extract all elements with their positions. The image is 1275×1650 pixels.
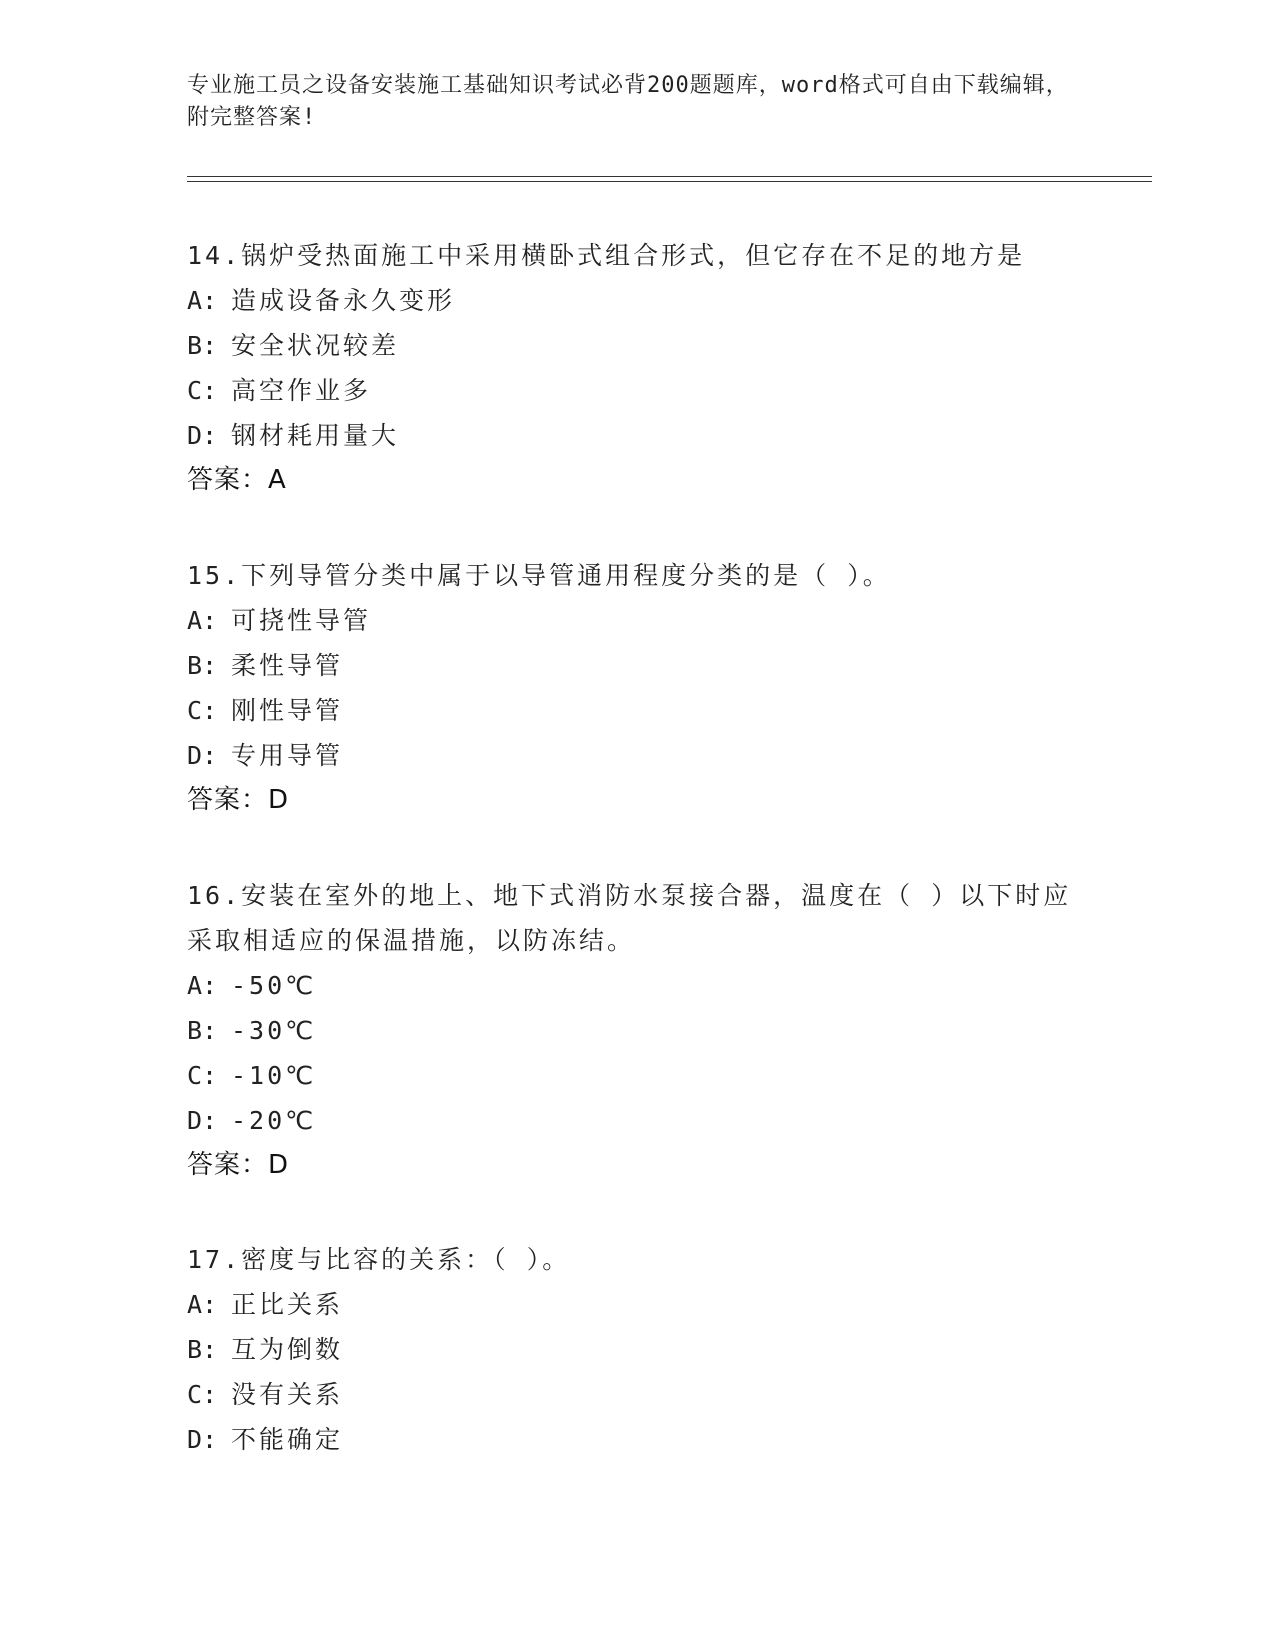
- option-text: -50℃: [231, 971, 317, 1000]
- option-key: B:: [187, 651, 218, 680]
- option-d: [187, 1098, 1087, 1143]
- option-b: [187, 1008, 1087, 1053]
- question-stem: 16.安装在室外的地上、地下式消防水泵接合器，温度在（ ）以下时应采取相适应的保温措施，以防冻结。: [187, 881, 1072, 955]
- option-key: A:: [187, 971, 218, 1000]
- answer-line: 答案：A: [187, 465, 287, 495]
- option-key: B:: [187, 331, 218, 360]
- option-text: 柔性导管: [231, 651, 344, 680]
- question-16: [187, 873, 1087, 1188]
- answer-line: 答案：D: [187, 1150, 290, 1180]
- option-key: B:: [187, 1016, 218, 1045]
- question-stem: 15.下列导管分类中属于以导管通用程度分类的是（ ）。: [187, 561, 891, 590]
- option-key: A:: [187, 606, 218, 635]
- option-a: [187, 598, 1087, 643]
- option-key: C:: [187, 1380, 218, 1409]
- option-text: 正比关系: [231, 1290, 344, 1319]
- option-a: [187, 963, 1087, 1008]
- header-divider-top: [187, 176, 1152, 177]
- question-stem: 17.密度与比容的关系：（ ）。: [187, 1245, 571, 1274]
- option-text: 不能确定: [231, 1425, 344, 1454]
- option-text: -10℃: [231, 1061, 317, 1090]
- option-b: [187, 1327, 1087, 1372]
- option-c: [187, 1372, 1087, 1417]
- option-text: -30℃: [231, 1016, 317, 1045]
- option-c: [187, 368, 1087, 413]
- option-key: D:: [187, 741, 218, 770]
- document-header: 专业施工员之设备安装施工基础知识考试必背200题题库，word格式可自由下载编辑，附完整答案!: [187, 73, 1069, 130]
- option-text: 互为倒数: [231, 1335, 344, 1364]
- option-text: 没有关系: [231, 1380, 344, 1409]
- option-key: D:: [187, 1425, 218, 1454]
- option-text: -20℃: [231, 1106, 317, 1135]
- option-text: 刚性导管: [231, 696, 344, 725]
- question-15: [187, 553, 1087, 823]
- option-a: [187, 278, 1087, 323]
- option-c: [187, 688, 1087, 733]
- option-a: [187, 1282, 1087, 1327]
- option-text: 高空作业多: [231, 376, 372, 405]
- option-text: 专用导管: [231, 741, 344, 770]
- option-key: A:: [187, 1290, 218, 1319]
- option-text: 可挠性导管: [231, 606, 372, 635]
- option-d: [187, 1417, 1087, 1462]
- option-key: C:: [187, 1061, 218, 1090]
- option-key: D:: [187, 421, 218, 450]
- option-text: 钢材耗用量大: [231, 421, 400, 450]
- option-key: C:: [187, 696, 218, 725]
- option-d: [187, 733, 1087, 778]
- question-17: [187, 1237, 1087, 1462]
- option-c: [187, 1053, 1087, 1098]
- answer-line: 答案：D: [187, 785, 290, 815]
- option-b: [187, 323, 1087, 368]
- option-key: C:: [187, 376, 218, 405]
- option-key: A:: [187, 286, 218, 315]
- option-key: B:: [187, 1335, 218, 1364]
- option-text: 安全状况较差: [231, 331, 400, 360]
- option-key: D:: [187, 1106, 218, 1135]
- question-14: [187, 233, 1087, 503]
- header-divider-bottom: [187, 181, 1152, 182]
- question-stem: 14.锅炉受热面施工中采用横卧式组合形式，但它存在不足的地方是: [187, 241, 1026, 270]
- option-d: [187, 413, 1087, 458]
- option-b: [187, 643, 1087, 688]
- option-text: 造成设备永久变形: [231, 286, 456, 315]
